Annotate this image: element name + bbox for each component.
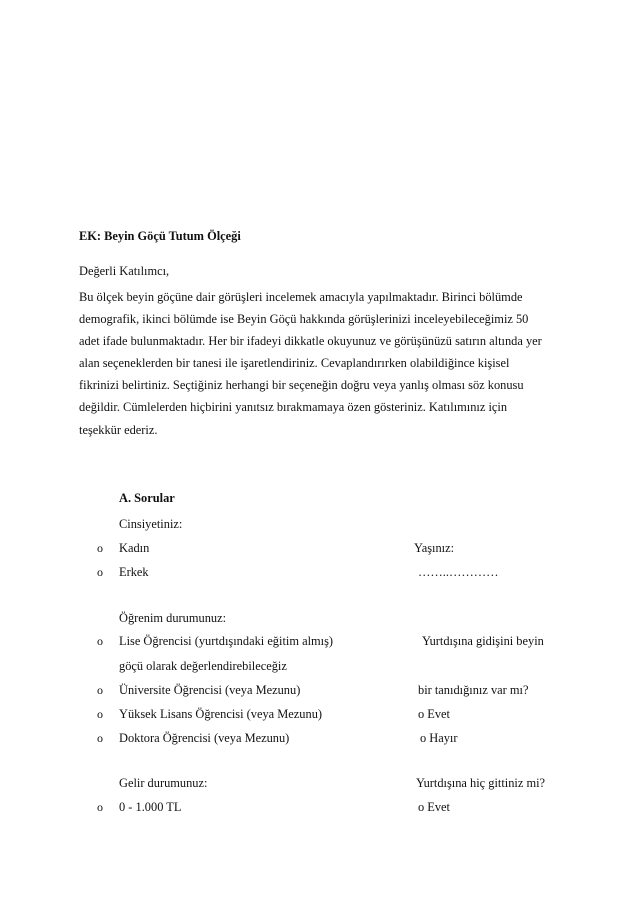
education-continuation: göçü olarak değerlendirebileceğiz xyxy=(119,659,287,673)
intro-line: Bu ölçek beyin göçüne dair görüşleri incelemek amacıyla yapılmaktadır. Birinci bölümde xyxy=(79,290,523,304)
acquaintance-question-line1: Yurtdışına gidişini beyin xyxy=(422,634,544,648)
gender-option-female: Kadın xyxy=(119,541,150,555)
bullet-icon: o xyxy=(97,565,103,579)
bullet-icon: o xyxy=(97,634,103,648)
age-blank: ……..………… xyxy=(418,565,499,579)
education-option-doctorate: Doktora Öğrencisi (veya Mezunu) xyxy=(119,731,290,745)
intro-line: demografik, ikinci bölümde ise Beyin Göçü hakkında görüşlerinizi inceleyebileceğimiz 50 xyxy=(79,312,529,327)
education-option-university: Üniversite Öğrencisi (veya Mezunu) xyxy=(119,683,301,697)
intro-line: alan seçeneklerden bir tanesi ile işaretlendiriniz. Cevaplandırırken olabildiğince kişisel xyxy=(79,356,510,371)
education-option-highschool: Lise Öğrencisi (yurtdışındaki eğitim almış) xyxy=(119,634,334,648)
intro-line: değildir. Cümlelerden hiçbirini yanıtsız bırakmamaya özen gösteriniz. Katılımınız için xyxy=(79,400,508,415)
income-option-1: 0 - 1.000 TL xyxy=(119,800,182,814)
bullet-icon: o xyxy=(97,707,103,721)
been-abroad-question: Yurtdışına hiç gittiniz mi? xyxy=(416,776,546,790)
document-title: EK: Beyin Göçü Tutum Ölçeği xyxy=(79,229,241,243)
been-abroad-option-yes: o Evet xyxy=(418,800,450,814)
bullet-icon: o xyxy=(97,800,103,814)
gender-question: Cinsiyetiniz: xyxy=(119,517,183,531)
acquaintance-question-line2: bir tanıdığınız var mı? xyxy=(418,683,529,697)
bullet-icon: o xyxy=(97,683,103,697)
education-question: Öğrenim durumunuz: xyxy=(119,611,227,625)
section-heading: A. Sorular xyxy=(119,491,175,505)
intro-line: teşekkür ederiz. xyxy=(79,422,158,437)
acquaintance-option-no: o Hayır xyxy=(420,731,458,745)
intro-line: adet ifade bulunmaktadır. Her bir ifadeyi dikkatle okuyunuz ve görüşünüzü satırın altında yer xyxy=(79,334,542,349)
bullet-icon: o xyxy=(97,731,103,745)
education-option-masters: Yüksek Lisans Öğrencisi (veya Mezunu) xyxy=(119,707,323,721)
intro-paragraph xyxy=(79,286,579,441)
income-question: Gelir durumunuz: xyxy=(119,776,208,790)
acquaintance-option-yes: o Evet xyxy=(418,707,450,721)
gender-option-male: Erkek xyxy=(119,565,149,579)
age-question: Yaşınız: xyxy=(414,541,455,555)
salutation: Değerli Katılımcı, xyxy=(79,264,170,278)
bullet-icon: o xyxy=(97,541,103,555)
intro-line: fikrinizi belirtiniz. Seçtiğiniz herhangi bir seçeneğin doğru veya yanlış olması söz konusu xyxy=(79,378,524,393)
